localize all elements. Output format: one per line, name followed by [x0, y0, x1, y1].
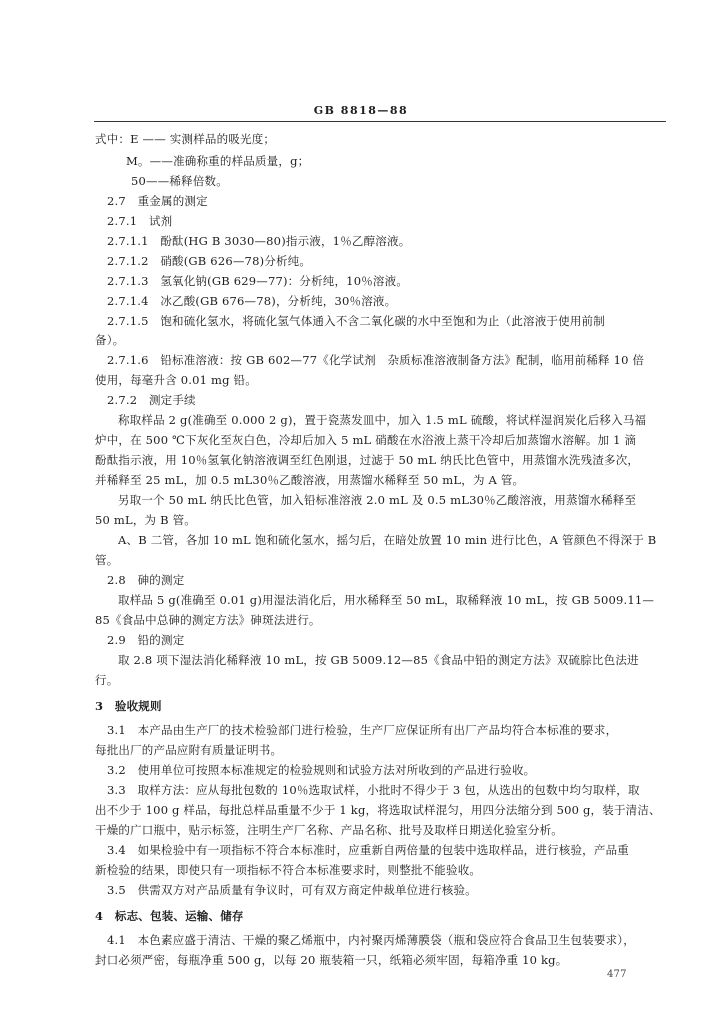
text-line: 3.5 供需双方对产品质量有争议时，可有双方商定仲裁单位进行核验。 — [107, 883, 477, 897]
text-line: 3.4 如果检验中有一项指标不符合本标准时，应重新自两倍量的包装中选取样品，进行核验，产品重 — [107, 843, 629, 857]
text-line: 2.7.1.6 铅标准溶液：按 GB 602—77《化学试剂 杂质标准溶液制备方法》配制，临用前稀释 10 倍 — [107, 353, 645, 367]
text-line: 50——稀释倍数。 — [131, 174, 228, 188]
text-line: 管。 — [95, 553, 119, 567]
text-line: 并稀释至 25 mL，加 0.5 mL30％乙酸溶液，用蒸馏水稀释至 50 mL，为 A 管。 — [95, 473, 525, 487]
text-line: 炉中，在 500 ℃下灰化至灰白色，冷却后加入 5 mL 硝酸在水浴液上蒸干冷却后加蒸馏水溶解。加 1 滴 — [95, 433, 637, 447]
text-line: 封口必须严密，每瓶净重 500 g，以每 20 瓶装箱一只，纸箱必须牢固，每箱净重 10 kg。 — [95, 953, 568, 967]
section-heading: 3 验收规则 — [95, 699, 162, 713]
text-line: 3.1 本产品由生产厂的技术检验部门进行检验，生产厂应保证所有出厂产品均符合本标准的要求， — [107, 723, 618, 737]
text-line: 酚酞指示液，用 10％氢氧化钠溶液调至红色刚退，过滤于 50 mL 纳氏比色管中，用蒸馏水洗残渣多次， — [95, 453, 640, 467]
text-line: M。——准确称重的样品质量，g； — [126, 154, 310, 168]
text-line: 2.8 砷的测定 — [107, 573, 185, 587]
text-line: 每批出厂的产品应附有质量证明书。 — [95, 743, 283, 757]
text-line: 85《食品中总砷的测定方法》砷斑法进行。 — [95, 613, 321, 627]
text-line: 备）。 — [95, 333, 125, 347]
text-line: 行。 — [95, 673, 119, 687]
text-line: 取样品 5 g(准确至 0.01 g)用湿法消化后，用水稀释至 50 mL，取稀释液 10 mL，按 GB 5009.11— — [118, 593, 655, 607]
text-line: 2.7.2 测定手续 — [107, 393, 196, 407]
text-line: 出不少于 100 g 样品，每批总样品重量不少于 1 kg，将选取试样混匀，用四分法缩分到 500 g，装于清洁、 — [95, 803, 661, 817]
text-line: 3.2 使用单位可按照本标准规定的检验规则和试验方法对所收到的产品进行验收。 — [107, 763, 536, 777]
text-line: 2.7.1.2 硝酸(GB 626—78)分析纯。 — [107, 254, 312, 268]
text-line: 称取样品 2 g(准确至 0.000 2 g)，置于瓷蒸发皿中，加入 1.5 mL 硫酸，将试样湿润炭化后移入马福 — [118, 413, 647, 427]
text-line: 50 mL，为 B 管。 — [95, 513, 196, 527]
section-heading: 4 标志、包装、运输、储存 — [95, 909, 244, 923]
header-rule — [94, 121, 666, 122]
text-line: 另取一个 50 mL 纳氏比色管，加入铅标准溶液 2.0 mL 及 0.5 mL30％乙酸溶液，用蒸馏水稀释至 — [118, 493, 637, 507]
text-line: 新检验的结果，即使只有一项指标不符合本标准要求时，则整批不能验收。 — [95, 863, 482, 877]
text-line: 使用，每毫升含 0.01 mg 铅。 — [95, 373, 257, 387]
text-line: 2.7.1 试剂 — [107, 214, 173, 228]
text-line: 式中：E —— 实测样品的吸光度； — [95, 132, 276, 146]
text-line: 2.9 铅的测定 — [107, 633, 185, 647]
text-line: 2.7.1.4 冰乙酸(GB 676—78)，分析纯，30％溶液。 — [107, 294, 397, 308]
text-line: 取 2.8 项下湿法消化稀释液 10 mL，按 GB 5009.12—85《食品中铅的测定方法》双硫腙比色法进 — [118, 653, 639, 667]
text-line: 4.1 本色素应盛于清洁、干燥的聚乙烯瓶中，内衬聚丙烯薄膜袋（瓶和袋应符合食品卫生包装要求）， — [107, 933, 635, 947]
text-line: 干燥的广口瓶中，贴示标签，注明生产厂名称、产品名称、批号及取样日期送化验室分析。 — [95, 823, 563, 837]
text-line: 2.7.1.3 氢氧化钠(GB 629—77)：分析纯，10％溶液。 — [107, 274, 409, 288]
text-line: 2.7.1.5 饱和硫化氢水，将硫化氢气体通入不含二氧化碳的水中至饱和为止（此溶液于使用前制 — [107, 314, 605, 328]
standard-header: GB 8818—88 — [313, 104, 409, 117]
text-line: 3.3 取样方法：应从每批包数的 10％选取试样，小批时不得少于 3 包，从选出的包数中均匀取样，取 — [107, 783, 640, 797]
text-line: 2.7 重金属的测定 — [107, 194, 208, 208]
text-line: 2.7.1.1 酚酞(HG B 3030—80)指示液，1％乙醇溶液。 — [107, 234, 411, 248]
page-number: 477 — [607, 969, 627, 980]
text-line: A、B 二管，各加 10 mL 饱和硫化氢水，摇匀后，在暗处放置 10 min 进行比色，A 管颜色不得深于 B — [118, 533, 657, 547]
